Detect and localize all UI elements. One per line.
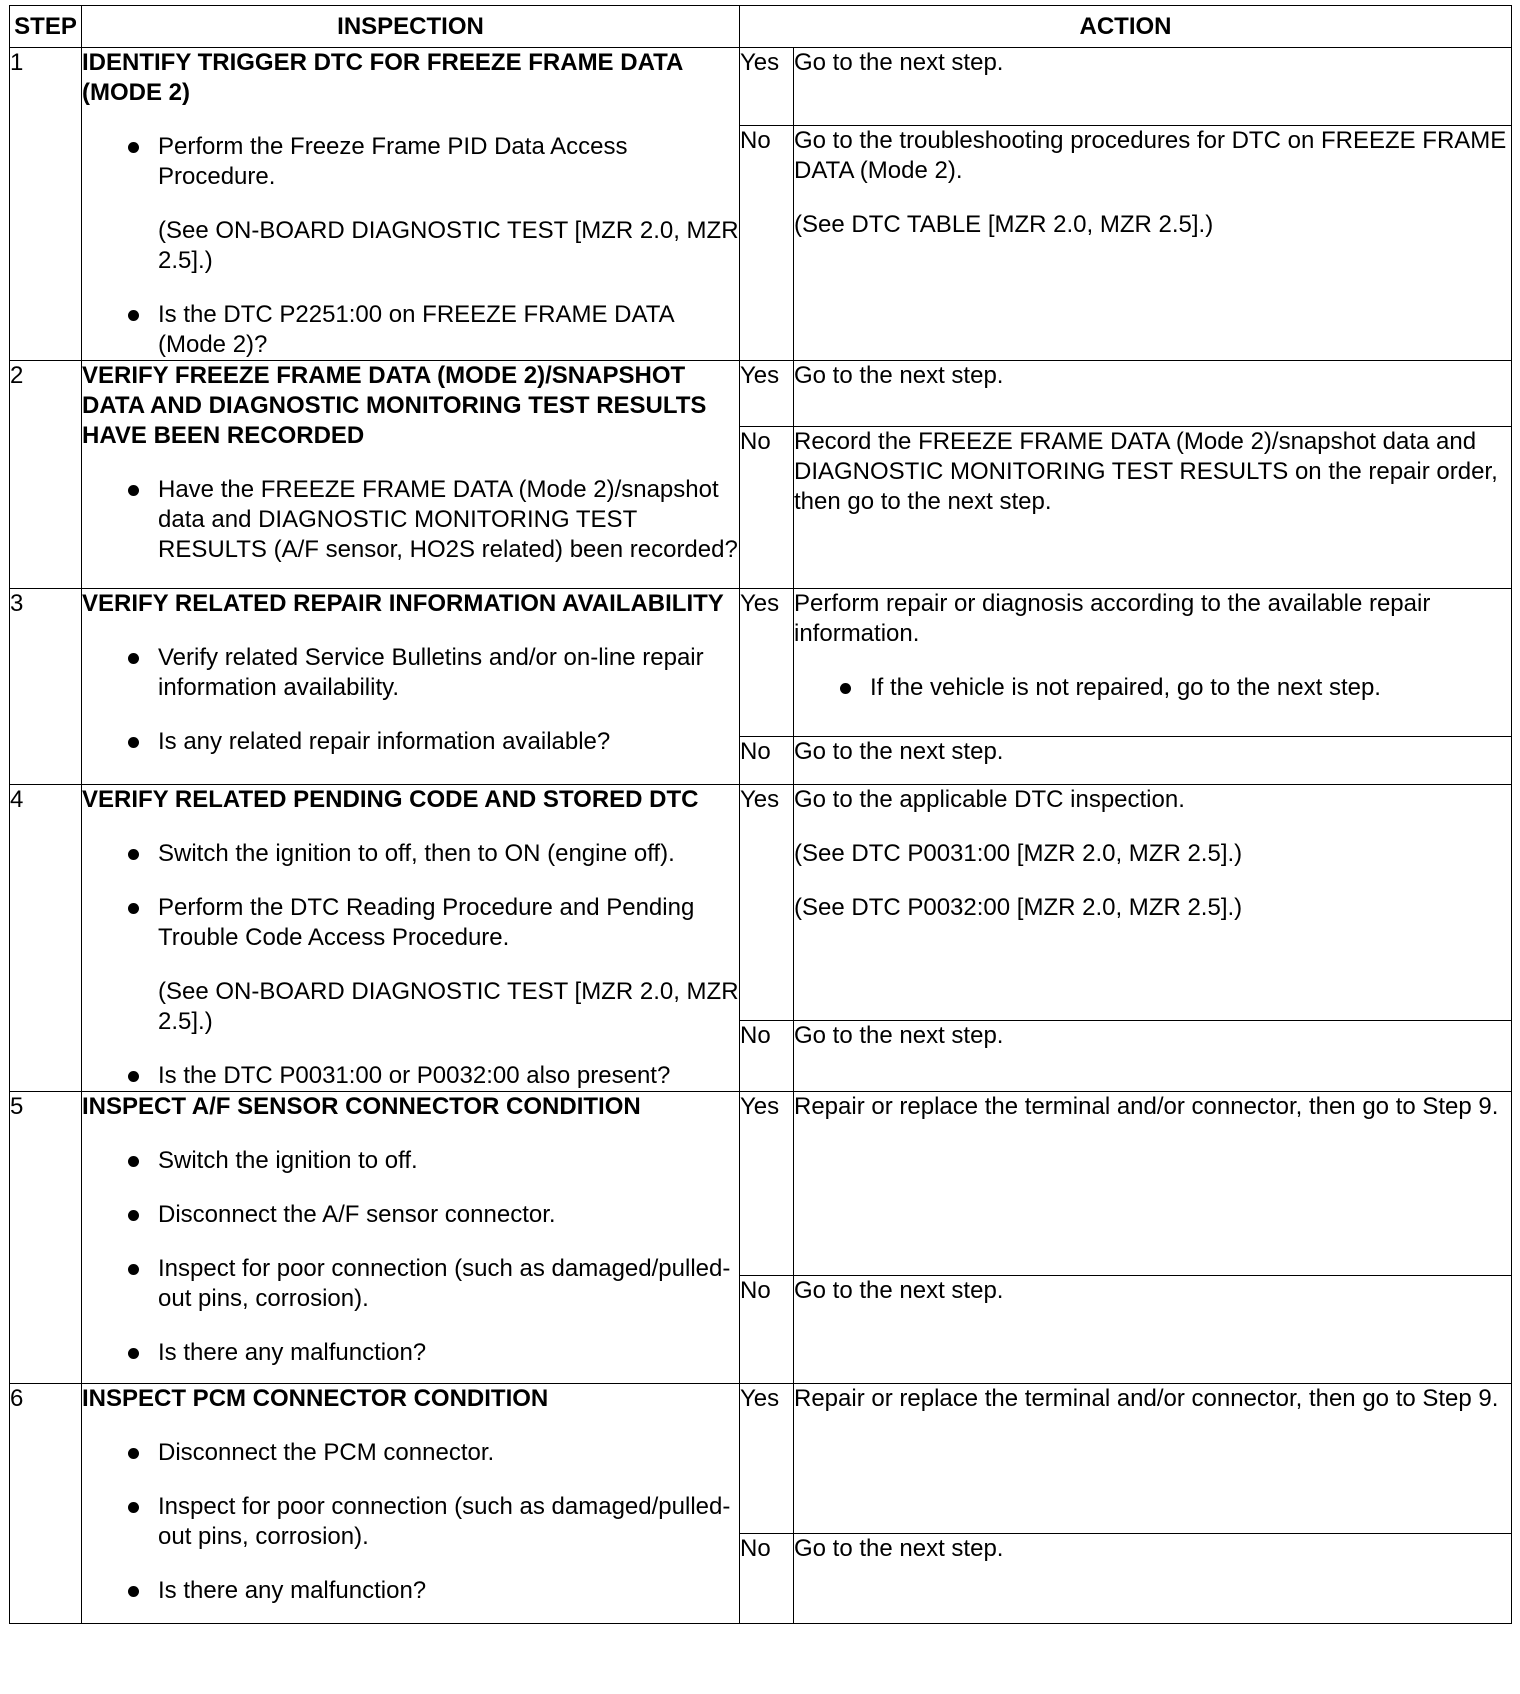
no-action: Go to the next step.: [794, 1021, 1512, 1092]
no-label: No: [740, 737, 794, 785]
inspection-bullets: [82, 132, 739, 360]
bullet-item: Perform the Freeze Frame PID Data Access Procedure. (See ON-BOARD DIAGNOSTIC TEST [MZR 2.0, MZR 2.5].): [82, 132, 739, 276]
step-title: IDENTIFY TRIGGER DTC FOR FREEZE FRAME DATA (MODE 2): [82, 49, 683, 106]
step-number: 4: [10, 785, 82, 1092]
step-number: 6: [10, 1384, 82, 1624]
header-row: [10, 6, 1512, 48]
step-4-yes-row: [10, 785, 1512, 1021]
step-title: VERIFY FREEZE FRAME DATA (MODE 2)/SNAPSHOT DATA AND DIAGNOSTIC MONITORING TEST RESULTS HAVE BEEN RECORDED: [82, 362, 707, 449]
step-number: 1: [10, 48, 82, 361]
step-column-header: STEP: [10, 6, 82, 48]
no-action: Record the FREEZE FRAME DATA (Mode 2)/snapshot data and DIAGNOSTIC MONITORING TEST RESULTS on the repair order, then go to the next step.: [794, 427, 1512, 589]
yes-action: Perform repair or diagnosis according to the available repair information. If the vehicle is not repaired, go to the next step.: [794, 589, 1512, 737]
step-title: VERIFY RELATED PENDING CODE AND STORED DTC: [82, 786, 699, 813]
yes-label: Yes: [740, 361, 794, 427]
diagnostic-procedure-page: [9, 5, 1511, 1624]
bullet-item: Is there any malfunction?: [82, 1338, 739, 1368]
bullet-item: If the vehicle is not repaired, go to the next step.: [794, 673, 1511, 703]
bullet-item: Inspect for poor connection (such as damaged/pulled-out pins, corrosion).: [82, 1492, 739, 1552]
bullet-item: Verify related Service Bulletins and/or on-line repair information availability.: [82, 643, 739, 703]
inspection-bullets: [82, 1438, 739, 1606]
bullet-item: Is the DTC P0031:00 or P0032:00 also present?: [82, 1061, 739, 1091]
no-label: No: [740, 427, 794, 589]
action-column-header: ACTION: [740, 6, 1512, 48]
bullet-item: Disconnect the PCM connector.: [82, 1438, 739, 1468]
no-label: No: [740, 1534, 794, 1624]
bullet-item: Is any related repair information available?: [82, 727, 739, 757]
reference-link[interactable]: (See ON-BOARD DIAGNOSTIC TEST [MZR 2.0, MZR 2.5].): [158, 978, 739, 1035]
step-5-yes-row: [10, 1092, 1512, 1276]
step-1-yes-row: [10, 48, 1512, 126]
inspection-cell: [82, 589, 740, 785]
inspection-bullets: [82, 1146, 739, 1368]
step-3-yes-row: [10, 589, 1512, 737]
bullet-item: Switch the ignition to off, then to ON (engine off).: [82, 839, 739, 869]
step-2-yes-row: [10, 361, 1512, 427]
no-label: No: [740, 126, 794, 361]
yes-label: Yes: [740, 589, 794, 737]
step-number: 3: [10, 589, 82, 785]
step-number: 5: [10, 1092, 82, 1384]
no-label: No: [740, 1021, 794, 1092]
inspection-column-header: INSPECTION: [82, 6, 740, 48]
yes-action: Go to the applicable DTC inspection. (See DTC P0031:00 [MZR 2.0, MZR 2.5].) (See DTC P0032:00 [MZR 2.0, MZR 2.5].): [794, 785, 1512, 1021]
inspection-cell: [82, 48, 740, 361]
reference-link[interactable]: (See ON-BOARD DIAGNOSTIC TEST [MZR 2.0, MZR 2.5].): [158, 217, 739, 274]
yes-action: Go to the next step.: [794, 48, 1512, 126]
bullet-item: Perform the DTC Reading Procedure and Pending Trouble Code Access Procedure. (See ON-BOARD DIAGNOSTIC TEST [MZR 2.0, MZR 2.5].): [82, 893, 739, 1037]
no-action: Go to the next step.: [794, 1534, 1512, 1624]
step-title: INSPECT A/F SENSOR CONNECTOR CONDITION: [82, 1093, 641, 1120]
bullet-item: Switch the ignition to off.: [82, 1146, 739, 1176]
yes-label: Yes: [740, 1092, 794, 1276]
no-label: No: [740, 1276, 794, 1384]
step-title: INSPECT PCM CONNECTOR CONDITION: [82, 1385, 549, 1412]
reference-link[interactable]: (See DTC TABLE [MZR 2.0, MZR 2.5].): [794, 211, 1214, 239]
no-action: Go to the troubleshooting procedures for DTC on FREEZE FRAME DATA (Mode 2). (See DTC TABLE [MZR 2.0, MZR 2.5].): [794, 126, 1512, 361]
reference-link[interactable]: (See DTC P0032:00 [MZR 2.0, MZR 2.5].): [794, 894, 1243, 921]
step-number: 2: [10, 361, 82, 589]
yes-action: Repair or replace the terminal and/or connector, then go to Step 9.: [794, 1092, 1512, 1276]
yes-action: Go to the next step.: [794, 361, 1512, 427]
inspection-cell: [82, 1384, 740, 1624]
inspection-bullets: [82, 839, 739, 1091]
yes-action: Repair or replace the terminal and/or connector, then go to Step 9.: [794, 1384, 1512, 1534]
diagnostic-table: [9, 5, 1512, 1624]
inspection-cell: [82, 361, 740, 589]
step-title: VERIFY RELATED REPAIR INFORMATION AVAILABILITY: [82, 590, 724, 617]
inspection-cell: [82, 1092, 740, 1384]
inspection-bullets: [82, 643, 739, 757]
bullet-item: Disconnect the A/F sensor connector.: [82, 1200, 739, 1230]
reference-link[interactable]: (See DTC P0031:00 [MZR 2.0, MZR 2.5].): [794, 840, 1243, 867]
no-action: Go to the next step.: [794, 1276, 1512, 1384]
step-6-yes-row: [10, 1384, 1512, 1534]
bullet-item: Have the FREEZE FRAME DATA (Mode 2)/snapshot data and DIAGNOSTIC MONITORING TEST RESULTS (A/F sensor, HO2S related) been recorded?: [82, 475, 739, 565]
bullet-item: Is there any malfunction?: [82, 1576, 739, 1606]
bullet-item: Inspect for poor connection (such as damaged/pulled-out pins, corrosion).: [82, 1254, 739, 1314]
yes-label: Yes: [740, 1384, 794, 1534]
inspection-cell: [82, 785, 740, 1092]
no-action: Go to the next step.: [794, 737, 1512, 785]
yes-label: Yes: [740, 48, 794, 126]
inspection-bullets: [82, 475, 739, 565]
bullet-item: Is the DTC P2251:00 on FREEZE FRAME DATA (Mode 2)?: [82, 300, 739, 360]
action-bullets: [794, 673, 1511, 703]
yes-label: Yes: [740, 785, 794, 1021]
